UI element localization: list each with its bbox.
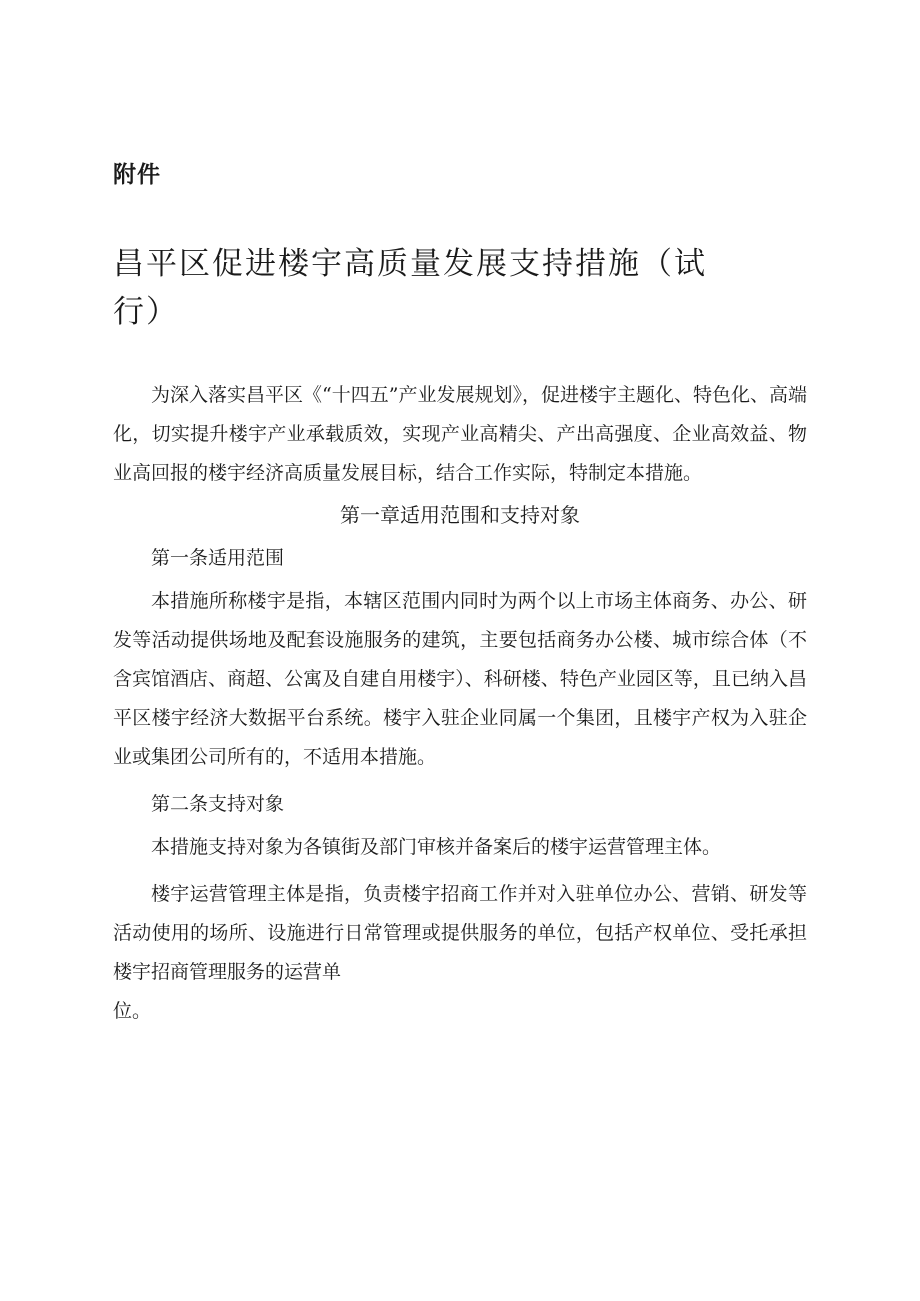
article-heading: 第二条支持对象	[151, 793, 285, 815]
article2-paragraph: 本措施支持对象为各镇街及部门审核并备案后的楼宇运营管理主体。	[151, 836, 722, 858]
article-heading: 第一条适用范围	[151, 547, 285, 569]
attachment-label: 附件	[113, 162, 161, 188]
document-title: 昌平区促进楼宇高质量发展支持措施（试行）	[113, 246, 707, 330]
article2-paragraph: 楼宇运营管理主体是指，负责楼宇招商工作并对入驻单位办公、营销、研发等活动使用的场所、设施进行日常管理或提供服务的单位，包括产权单位、受托承担楼宇招商管理服务的运营单	[113, 883, 807, 983]
chapter-heading: 第一章适用范围和支持对象	[340, 503, 580, 527]
article1-paragraph: 本措施所称楼宇是指，本辖区范围内同时为两个以上市场主体商务、办公、研发等活动提供场地及配套设施服务的建筑，主要包括商务办公楼、城市综合体（不含宾馆酒店、商超、公寓及自建自用楼宇）、科研楼、特色产业园区等，且已纳入昌平区楼宇经济大数据平台系统。楼宇入驻企业同属一个集团，且楼宇产权为入驻企业或集团公司所有的，不适用本措施。	[113, 590, 807, 768]
intro-paragraph: 为深入落实昌平区《“十四五”产业发展规划》，促进楼宇主题化、特色化、高端化，切实提升楼宇产业承载质效，实现产业高精尖、产出高强度、企业高效益、物业高回报的楼宇经济高质量发展目标，结合工作实际，特制定本措施。	[113, 384, 807, 484]
article2-paragraph-tail: 位。	[113, 1000, 152, 1022]
document-body	[113, 376, 807, 1031]
